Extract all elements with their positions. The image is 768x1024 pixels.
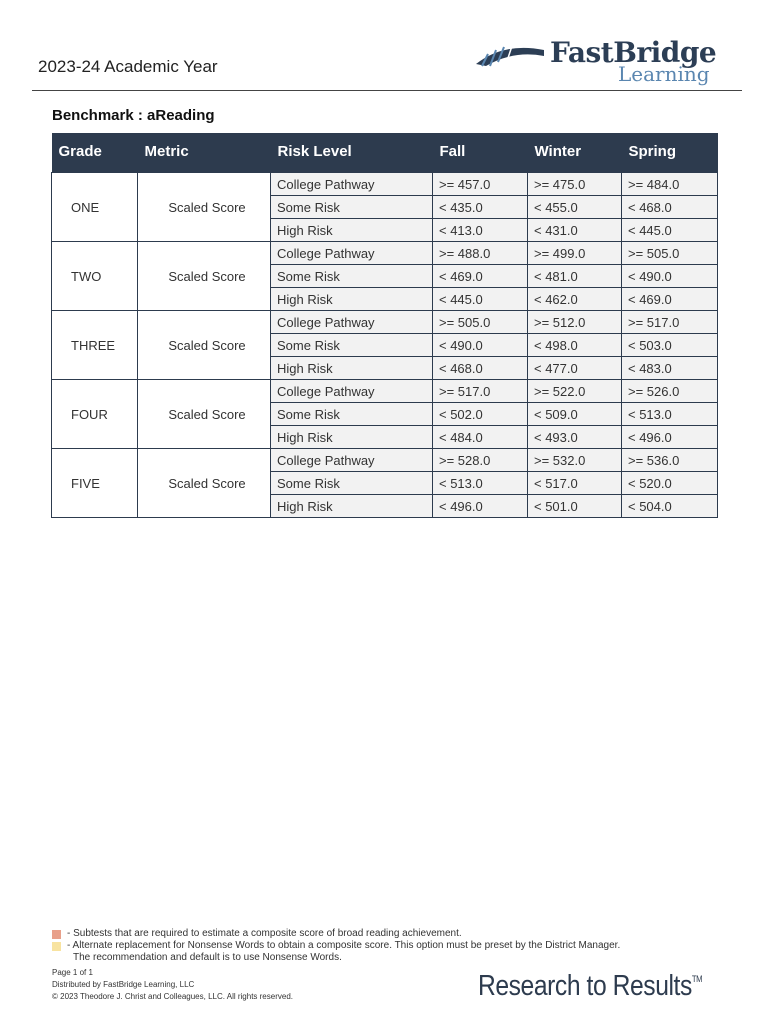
column-header-metric: Metric: [138, 133, 271, 170]
table-row: [52, 173, 718, 196]
page-footer: [52, 967, 293, 1003]
winter-value-cell: < 431.0: [528, 219, 622, 242]
fall-value-cell: < 468.0: [433, 357, 528, 380]
winter-value-cell: < 493.0: [528, 426, 622, 449]
logo-subword: Learning: [618, 62, 710, 86]
winter-value-cell: < 517.0: [528, 472, 622, 495]
column-header-fall: Fall: [433, 133, 528, 170]
fall-value-cell: < 469.0: [433, 265, 528, 288]
risk-level-cell: High Risk: [271, 426, 433, 449]
winter-value-cell: < 477.0: [528, 357, 622, 380]
spring-value-cell: < 496.0: [622, 426, 718, 449]
logo-wordmark: FastBridge: [550, 36, 717, 69]
risk-level-cell: Some Risk: [271, 403, 433, 426]
table-row: [52, 311, 718, 334]
table-row: [52, 449, 718, 472]
risk-level-cell: High Risk: [271, 288, 433, 311]
column-header-risk-level: Risk Level: [271, 133, 433, 170]
column-header-spring: Spring: [622, 133, 718, 170]
grade-cell: THREE: [52, 311, 138, 380]
spring-value-cell: < 504.0: [622, 495, 718, 518]
winter-value-cell: < 509.0: [528, 403, 622, 426]
spring-value-cell: < 490.0: [622, 265, 718, 288]
table-row: [52, 242, 718, 265]
spring-value-cell: < 469.0: [622, 288, 718, 311]
risk-level-cell: Some Risk: [271, 472, 433, 495]
metric-cell: Scaled Score: [138, 242, 271, 311]
spring-value-cell: < 503.0: [622, 334, 718, 357]
tagline-text: Research to Results: [478, 970, 692, 1002]
risk-level-cell: College Pathway: [271, 449, 433, 472]
spring-value-cell: < 445.0: [622, 219, 718, 242]
risk-level-cell: College Pathway: [271, 242, 433, 265]
winter-value-cell: < 498.0: [528, 334, 622, 357]
fall-value-cell: < 484.0: [433, 426, 528, 449]
tagline: [478, 970, 702, 1003]
grade-cell: FOUR: [52, 380, 138, 449]
fall-value-cell: < 513.0: [433, 472, 528, 495]
page-number: Page 1 of 1: [52, 968, 93, 977]
risk-level-cell: Some Risk: [271, 196, 433, 219]
metric-cell: Scaled Score: [138, 449, 271, 518]
academic-year: 2023-24 Academic Year: [38, 57, 218, 76]
spring-value-cell: >= 505.0: [622, 242, 718, 265]
column-header-grade: Grade: [52, 133, 138, 170]
fall-value-cell: < 413.0: [433, 219, 528, 242]
fall-value-cell: >= 517.0: [433, 380, 528, 403]
grade-cell: ONE: [52, 173, 138, 242]
spring-value-cell: < 483.0: [622, 357, 718, 380]
risk-level-cell: High Risk: [271, 357, 433, 380]
winter-value-cell: >= 512.0: [528, 311, 622, 334]
metric-cell: Scaled Score: [138, 311, 271, 380]
risk-level-cell: College Pathway: [271, 173, 433, 196]
legend-text-alternate: - Alternate replacement for Nonsense Words to obtain a composite score. This option must be preset by the District Manager.: [67, 940, 621, 951]
grade-cell: TWO: [52, 242, 138, 311]
column-header-winter: Winter: [528, 133, 622, 170]
table-header-row: [52, 133, 718, 170]
table-row: [52, 380, 718, 403]
risk-level-cell: Some Risk: [271, 265, 433, 288]
fall-value-cell: >= 488.0: [433, 242, 528, 265]
spring-value-cell: >= 526.0: [622, 380, 718, 403]
benchmark-title: Benchmark : aReading: [52, 107, 215, 124]
legend-text-required: - Subtests that are required to estimate a composite score of broad reading achievement.: [67, 928, 462, 939]
header-divider: [32, 90, 742, 91]
trademark-mark: TM: [691, 974, 703, 984]
spring-value-cell: < 520.0: [622, 472, 718, 495]
metric-cell: Scaled Score: [138, 173, 271, 242]
risk-level-cell: College Pathway: [271, 311, 433, 334]
fall-value-cell: >= 505.0: [433, 311, 528, 334]
spring-value-cell: >= 536.0: [622, 449, 718, 472]
fall-value-cell: < 435.0: [433, 196, 528, 219]
winter-value-cell: < 455.0: [528, 196, 622, 219]
fall-value-cell: < 490.0: [433, 334, 528, 357]
legend-swatch-alternate: [52, 942, 61, 951]
spring-value-cell: < 513.0: [622, 403, 718, 426]
winter-value-cell: >= 475.0: [528, 173, 622, 196]
risk-level-cell: High Risk: [271, 495, 433, 518]
fall-value-cell: < 496.0: [433, 495, 528, 518]
risk-level-cell: Some Risk: [271, 334, 433, 357]
risk-level-cell: College Pathway: [271, 380, 433, 403]
winter-value-cell: >= 499.0: [528, 242, 622, 265]
fall-value-cell: >= 528.0: [433, 449, 528, 472]
spring-value-cell: >= 517.0: [622, 311, 718, 334]
fall-value-cell: < 445.0: [433, 288, 528, 311]
winter-value-cell: >= 532.0: [528, 449, 622, 472]
fall-value-cell: >= 457.0: [433, 173, 528, 196]
benchmark-table: [51, 133, 718, 518]
copyright: © 2023 Theodore J. Christ and Colleagues, LLC. All rights reserved.: [52, 992, 293, 1001]
spring-value-cell: >= 484.0: [622, 173, 718, 196]
distributed-by: Distributed by FastBridge Learning, LLC: [52, 980, 195, 989]
legend-swatch-required: [52, 930, 61, 939]
page-header: [0, 0, 768, 92]
risk-level-cell: High Risk: [271, 219, 433, 242]
winter-value-cell: < 462.0: [528, 288, 622, 311]
table-body: [52, 173, 718, 518]
fall-value-cell: < 502.0: [433, 403, 528, 426]
grade-cell: FIVE: [52, 449, 138, 518]
spring-value-cell: < 468.0: [622, 196, 718, 219]
winter-value-cell: >= 522.0: [528, 380, 622, 403]
metric-cell: Scaled Score: [138, 380, 271, 449]
winter-value-cell: < 501.0: [528, 495, 622, 518]
bridge-icon: [474, 40, 546, 70]
winter-value-cell: < 481.0: [528, 265, 622, 288]
fastbridge-logo: [474, 36, 734, 88]
legend-text-note: The recommendation and default is to use Nonsense Words.: [73, 952, 342, 963]
